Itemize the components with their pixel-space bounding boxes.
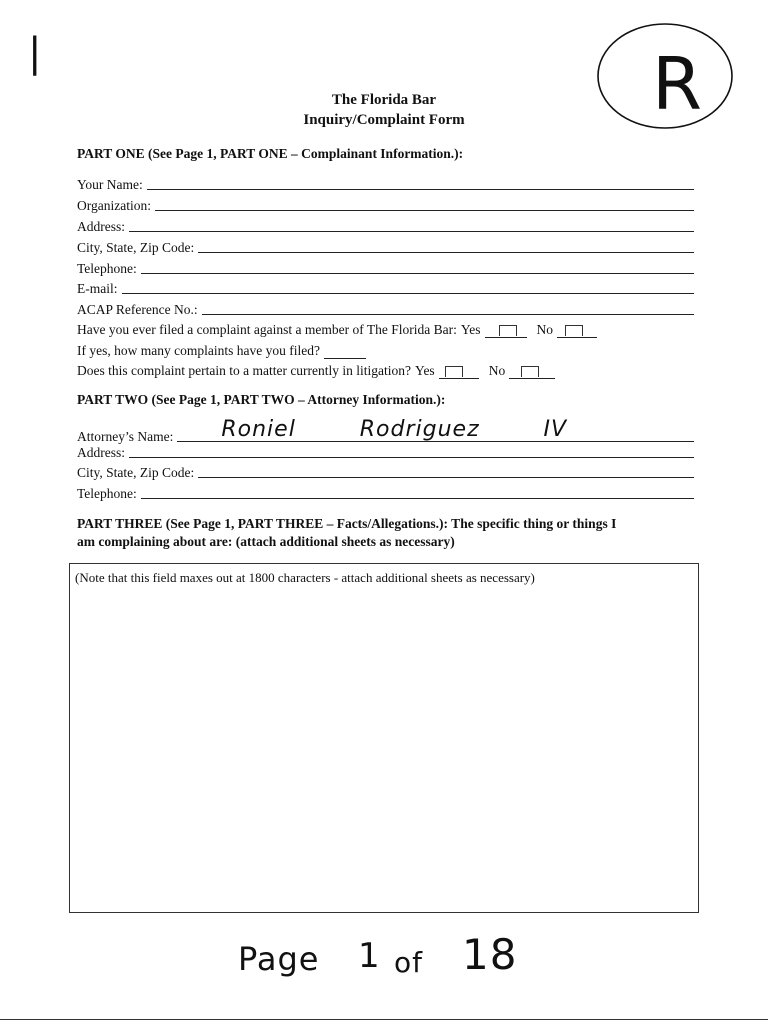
organization-label: Organization: [77, 198, 151, 213]
attorney-name-label: Attorney’s Name: [77, 429, 174, 444]
filed-before-no-line [557, 323, 597, 338]
part-one-heading: PART ONE (See Page 1, PART ONE – Complainant Information.): [77, 146, 464, 161]
attorney-name-handwritten: Roniel Rodriguez IV [221, 417, 568, 442]
litigation-no-checkbox[interactable] [521, 366, 539, 377]
address-row [77, 215, 694, 235]
telephone-row [77, 257, 694, 277]
litigation-no-line [509, 364, 555, 379]
attorney-telephone-label: Telephone: [77, 486, 137, 501]
filed-before-row [77, 318, 601, 338]
filed-before-question: Have you ever filed a complaint against a member of The Florida Bar: [77, 322, 457, 337]
your-name-field[interactable] [147, 189, 694, 190]
email-field[interactable] [122, 293, 695, 294]
attorney-city-state-zip-row [77, 461, 694, 481]
email-label: E-mail: [77, 281, 118, 296]
attorney-telephone-field[interactable] [141, 498, 694, 499]
city-state-zip-row [77, 236, 694, 256]
litigation-row [77, 359, 559, 379]
circled-r-letter: R [652, 42, 703, 126]
filed-before-no-checkbox[interactable] [565, 325, 583, 336]
telephone-field[interactable] [141, 273, 694, 274]
how-many-row [77, 339, 366, 359]
litigation-question: Does this complaint pertain to a matter currently in litigation? [77, 363, 412, 378]
part-three-heading-line2: am complaining about are: (attach additional sheets as necessary) [77, 534, 455, 549]
facts-field-note: (Note that this field maxes out at 1800 characters - attach additional sheets as necessary) [75, 570, 535, 585]
email-row [77, 277, 694, 297]
form-title-line1: The Florida Bar [331, 92, 437, 108]
of-word-handwritten: of [394, 946, 423, 979]
acap-row [77, 298, 694, 318]
litigation-yes-label: Yes [415, 363, 435, 378]
filed-before-yes-label: Yes [460, 322, 481, 337]
page-number-handwritten: 1 [358, 936, 381, 976]
telephone-label: Telephone: [77, 261, 137, 276]
page-word-handwritten: Page [238, 940, 320, 978]
acap-field[interactable] [202, 314, 694, 315]
attorney-city-state-zip-field[interactable] [198, 477, 694, 478]
filed-before-no-label: No [536, 322, 554, 337]
your-name-row [77, 173, 694, 193]
litigation-no-label: No [488, 363, 506, 378]
how-many-question: If yes, how many complaints have you filed? [77, 343, 320, 358]
attorney-address-label: Address: [77, 445, 125, 460]
your-name-label: Your Name: [77, 177, 143, 192]
page-total-handwritten: 18 [462, 930, 518, 979]
how-many-field[interactable] [324, 344, 366, 359]
filed-before-yes-line [485, 323, 527, 338]
attorney-address-field[interactable] [129, 457, 694, 458]
acap-label: ACAP Reference No.: [77, 302, 198, 317]
filed-before-yes-checkbox[interactable] [499, 325, 517, 336]
attorney-city-state-zip-label: City, State, Zip Code: [77, 465, 195, 480]
organization-field[interactable] [155, 210, 694, 211]
form-title-line2: Inquiry/Complaint Form [303, 112, 465, 128]
litigation-yes-checkbox[interactable] [445, 366, 463, 377]
organization-row [77, 194, 694, 214]
facts-allegations-field[interactable] [69, 563, 699, 913]
part-three-heading-line1: PART THREE (See Page 1, PART THREE – Facts/Allegations.): The specific thing or things I [77, 516, 617, 531]
address-label: Address: [77, 219, 125, 234]
scan-bottom-edge [0, 1019, 768, 1020]
city-state-zip-field[interactable] [198, 252, 694, 253]
part-two-heading: PART TWO (See Page 1, PART TWO – Attorney Information.): [77, 392, 446, 407]
city-state-zip-label: City, State, Zip Code: [77, 240, 195, 255]
page-tick-mark: | [28, 30, 43, 76]
attorney-telephone-row [77, 482, 694, 502]
attorney-address-row [77, 441, 694, 461]
address-field[interactable] [129, 231, 694, 232]
litigation-yes-line [439, 364, 479, 379]
